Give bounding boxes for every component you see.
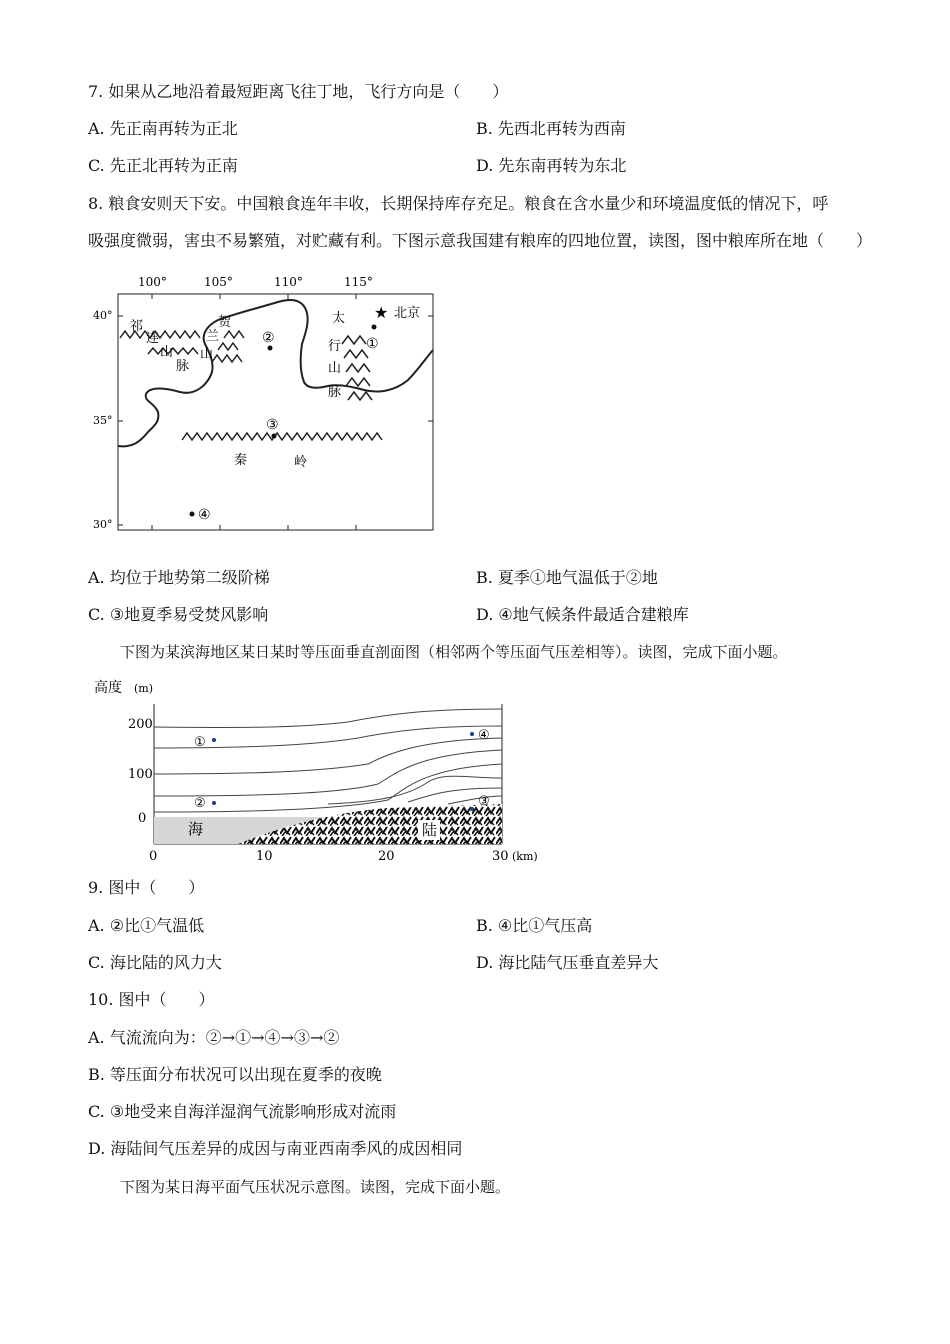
point-3-label: ③ bbox=[478, 794, 490, 809]
q8-option-b: B. 夏季①地气温低于②地 bbox=[476, 568, 658, 587]
taihang-char-1: 太 bbox=[332, 311, 346, 326]
q9-option-c: C. 海比陆的风力大 bbox=[88, 953, 222, 972]
taihang-char-2: 行 bbox=[328, 339, 342, 354]
beijing-label: 北京 bbox=[394, 306, 421, 321]
q10-option-c: C. ③地受来自海洋湿润气流影响形成对流雨 bbox=[88, 1102, 397, 1121]
xtick-0: 0 bbox=[149, 849, 158, 864]
qilian-char-1: 祁 bbox=[130, 319, 144, 334]
lon-label-110: 110° bbox=[274, 275, 303, 289]
q10-option-a: A. 气流流向为：②→①→④→③→② bbox=[88, 1028, 340, 1047]
lon-label-100: 100° bbox=[138, 275, 167, 289]
land-label: 陆 bbox=[422, 821, 438, 839]
q8-stem-line2: 吸强度微弱，害虫不易繁殖，对贮藏有利。下图示意我国建有粮库的四地位置，读图，图中粮库所在地（ ） bbox=[88, 231, 873, 250]
sea-label: 海 bbox=[188, 820, 204, 838]
y-axis-unit: (m) bbox=[134, 682, 154, 695]
q10-option-d: D. 海陆间气压差异的成因与南亚西南季风的成因相同 bbox=[88, 1139, 463, 1158]
lon-label-105: 105° bbox=[204, 275, 233, 289]
q8-option-c: C. ③地夏季易受焚风影响 bbox=[88, 605, 269, 624]
point-1-dot bbox=[212, 738, 216, 742]
site-2-label: ② bbox=[262, 330, 275, 346]
point-1-label: ① bbox=[194, 735, 206, 750]
site-2-dot bbox=[268, 346, 273, 351]
site-4-label: ④ bbox=[198, 507, 211, 523]
helan-char-3: 山 bbox=[200, 347, 214, 362]
lat-label-40: 40° bbox=[93, 309, 113, 322]
taihang-char-4: 脉 bbox=[328, 385, 342, 400]
helan-char-2: 兰 bbox=[206, 329, 220, 344]
q8-option-a: A. 均位于地势第二级阶梯 bbox=[88, 568, 270, 587]
site-1-label: ① bbox=[366, 336, 379, 352]
beijing-star-icon: ★ bbox=[374, 303, 389, 322]
q8-stem-line1: 8. 粮食安则天下安。中国粮食连年丰收，长期保持库存充足。粮食在含水量少和环境温度低的情况下，呼 bbox=[88, 194, 829, 213]
q7-option-a: A. 先正南再转为正北 bbox=[88, 119, 238, 138]
xtick-30: 30 bbox=[492, 849, 509, 864]
qilian-char-3: 山 bbox=[160, 345, 174, 360]
site-3-dot bbox=[272, 434, 277, 439]
point-2-label: ② bbox=[194, 796, 206, 811]
ytick-0: 0 bbox=[138, 811, 147, 826]
intro-pressure-profile: 下图为某滨海地区某日某时等压面垂直剖面图（相邻两个等压面气压差相等）。读图，完成下面小题。 bbox=[120, 643, 788, 661]
qilian-char-4: 脉 bbox=[176, 359, 190, 374]
q7-option-c: C. 先正北再转为正南 bbox=[88, 156, 238, 175]
helan-char-1: 贺 bbox=[218, 315, 232, 330]
qinling-char-1: 秦 bbox=[234, 453, 248, 468]
xtick-20: 20 bbox=[378, 849, 395, 864]
granary-location-map bbox=[88, 272, 448, 537]
xtick-10: 10 bbox=[256, 849, 273, 864]
site-4-dot bbox=[190, 512, 195, 517]
point-3-dot bbox=[470, 807, 474, 811]
point-4-dot bbox=[470, 732, 474, 736]
q9-option-b: B. ④比①气压高 bbox=[476, 916, 593, 935]
q10-stem: 10. 图中（ ） bbox=[88, 990, 215, 1009]
y-axis-label: 高度 bbox=[94, 680, 122, 696]
point-2-dot bbox=[212, 801, 216, 805]
qinling-mountains bbox=[182, 433, 382, 440]
q8-option-d: D. ④地气候条件最适合建粮库 bbox=[476, 605, 689, 624]
lat-label-35: 35° bbox=[93, 414, 113, 427]
ytick-100: 100 bbox=[128, 767, 153, 782]
map-ticks bbox=[118, 294, 433, 530]
q9-option-a: A. ②比①气温低 bbox=[88, 916, 205, 935]
isobaric-lines bbox=[154, 709, 502, 812]
q7-option-d: D. 先东南再转为东北 bbox=[476, 156, 627, 175]
point-4-label: ④ bbox=[478, 728, 490, 743]
site-3-label: ③ bbox=[266, 417, 279, 433]
q9-option-d: D. 海比陆气压垂直差异大 bbox=[476, 953, 659, 972]
isobaric-profile-diagram bbox=[88, 676, 548, 866]
x-axis-unit: (km) bbox=[512, 850, 538, 863]
q7-option-b: B. 先西北再转为西南 bbox=[476, 119, 626, 138]
taihang-char-3: 山 bbox=[328, 361, 342, 376]
q7-stem: 7. 如果从乙地沿着最短距离飞往丁地，飞行方向是（ ） bbox=[88, 82, 509, 101]
lon-label-115: 115° bbox=[344, 275, 373, 289]
ytick-200: 200 bbox=[128, 717, 153, 732]
lat-label-30: 30° bbox=[93, 518, 113, 531]
qilian-char-2: 连 bbox=[146, 331, 160, 346]
q9-stem: 9. 图中（ ） bbox=[88, 878, 205, 897]
qinling-char-2: 岭 bbox=[294, 455, 308, 470]
site-1-dot bbox=[372, 325, 377, 330]
intro-sea-level-pressure: 下图为某日海平面气压状况示意图。读图，完成下面小题。 bbox=[120, 1178, 511, 1196]
q10-option-b: B. 等压面分布状况可以出现在夏季的夜晚 bbox=[88, 1065, 382, 1084]
